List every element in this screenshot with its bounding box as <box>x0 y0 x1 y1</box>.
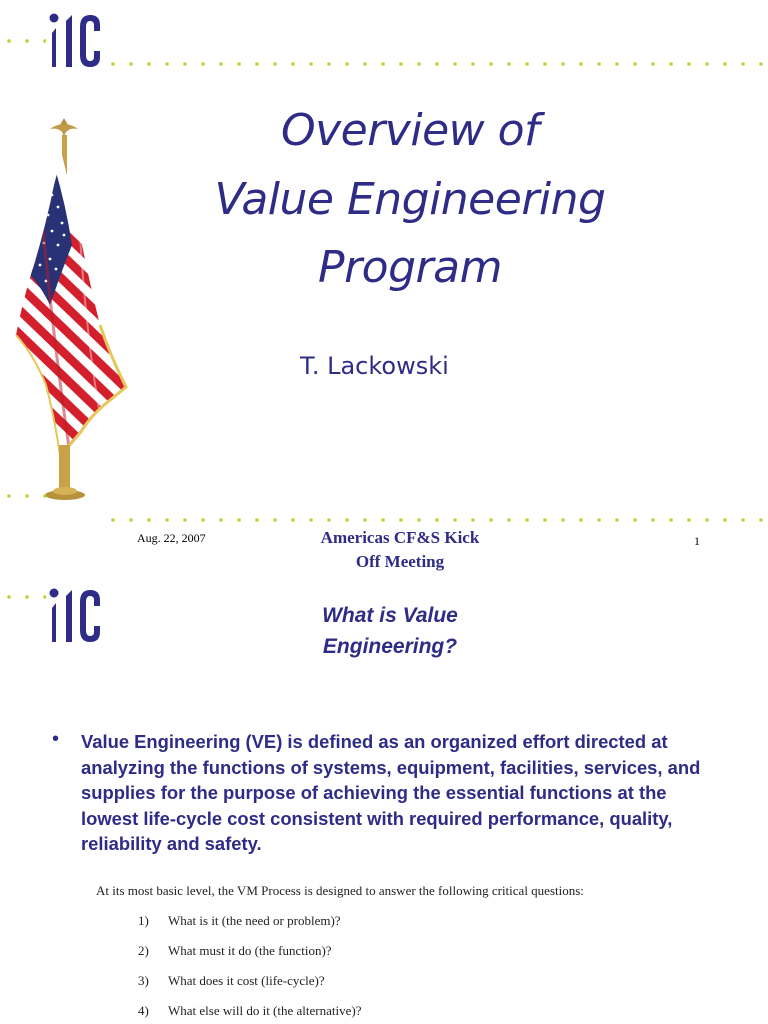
question-text: What else will do it (the alternative)? <box>168 1003 362 1018</box>
dotted-rule-top-left <box>0 39 46 43</box>
question-text: What is it (the need or problem)? <box>168 913 341 928</box>
footer-date: Aug. 22, 2007 <box>137 531 206 545</box>
title-line-2: Value Engineering <box>214 174 606 225</box>
slide-2-title-line-1: What is Value <box>322 604 458 627</box>
bullet-marker: • <box>52 728 60 750</box>
author-name: T. Lackowski <box>300 352 449 380</box>
dotted-rule-bottom <box>104 518 768 522</box>
dotted-rule-bottom-left <box>0 494 46 498</box>
footer-event-line-1: Americas CF&S Kick <box>320 528 480 547</box>
footer-event-line-2: Off Meeting <box>355 552 445 571</box>
dotted-rule-top-left-2 <box>0 595 46 599</box>
question-text: What must it do (the function)? <box>168 943 332 958</box>
ilc-logo <box>48 11 106 69</box>
question-text: What does it cost (life-cycle)? <box>168 973 325 988</box>
question-number: 3) <box>138 973 149 988</box>
ve-definition-text: Value Engineering (VE) is defined as an organized effort directed at analyzing the functions of systems, equipment, facilities, services, and supplies for the purpose of achieving the essential functions at the lowest life-cycle cost consistent with required performance, quality, reliability and safety. <box>81 731 701 854</box>
title-line-1: Overview of <box>280 105 540 156</box>
american-flag-image <box>10 115 135 507</box>
page-number: 1 <box>694 534 700 548</box>
title-line-3: Program <box>318 242 502 293</box>
dotted-rule-top <box>104 62 768 66</box>
question-number: 1) <box>138 913 149 928</box>
question-number: 4) <box>138 1003 149 1018</box>
slide-2-title-line-2: Engineering? <box>322 635 458 658</box>
process-intro-text: At its most basic level, the VM Process is designed to answer the following critical questions: <box>96 883 584 898</box>
question-number: 2) <box>138 943 149 958</box>
ilc-logo-2 <box>48 586 106 644</box>
